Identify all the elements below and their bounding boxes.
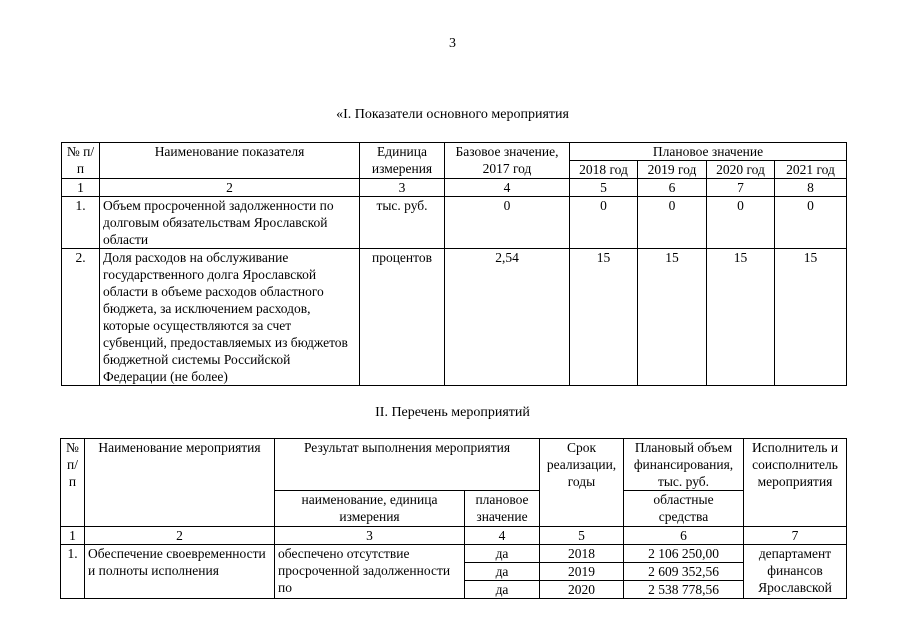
header-year: 2020 год — [707, 161, 775, 179]
index-cell: 3 — [275, 527, 465, 545]
row-term: 2019 — [540, 563, 624, 581]
row-indicator-name: Доля расходов на обслуживание государственного долга Ярославской области в объеме расходов областного бюджета, за исключением расходов, которые осуществляются за счет субвенций, предоставляемых из бюджетов бюджетной системы Российской Федерации (не более) — [100, 249, 360, 386]
index-cell: 3 — [360, 179, 445, 197]
header-executor: Исполнитель и соисполнитель мероприятия — [744, 439, 847, 527]
header-result: Результат выполнения мероприятия — [275, 439, 540, 491]
index-cell: 7 — [744, 527, 847, 545]
index-cell: 1 — [62, 179, 100, 197]
header-base-value: Базовое значение, 2017 год — [445, 143, 570, 179]
activities-table — [60, 438, 847, 599]
index-cell: 8 — [775, 179, 847, 197]
row-base-value: 0 — [445, 197, 570, 249]
row-base-value: 2,54 — [445, 249, 570, 386]
row-result-plan: да — [465, 563, 540, 581]
header-year: 2019 год — [638, 161, 707, 179]
table-row — [62, 197, 847, 249]
header-volume: Плановый объем финансирования, тыс. руб. — [624, 439, 744, 491]
header-year: 2021 год — [775, 161, 847, 179]
index-cell: 4 — [445, 179, 570, 197]
header-year: 2018 год — [570, 161, 638, 179]
row-indicator-name: Объем просроченной задолженности по долговым обязательствам Ярославской области — [100, 197, 360, 249]
header-result-name: наименование, единица измерения — [275, 491, 465, 527]
row-value: 0 — [638, 197, 707, 249]
header-num: № п/п — [62, 143, 100, 179]
header-planned-value: Плановое значение — [570, 143, 847, 161]
row-result-plan: да — [465, 581, 540, 599]
row-value: 0 — [707, 197, 775, 249]
row-num: 1. — [62, 197, 100, 249]
row-value: 0 — [775, 197, 847, 249]
index-cell: 2 — [100, 179, 360, 197]
row-value: 15 — [638, 249, 707, 386]
row-executor: департамент финансов Ярославской — [744, 545, 847, 599]
table-row — [62, 249, 847, 386]
row-term: 2020 — [540, 581, 624, 599]
row-num: 1. — [61, 545, 85, 599]
row-value: 0 — [570, 197, 638, 249]
row-value: 15 — [775, 249, 847, 386]
row-unit: процентов — [360, 249, 445, 386]
table-row — [61, 545, 847, 563]
row-activity-name: Обеспечение своевременности и полноты исполнения — [85, 545, 275, 599]
index-cell: 4 — [465, 527, 540, 545]
row-result-plan: да — [465, 545, 540, 563]
row-amount: 2 538 778,56 — [624, 581, 744, 599]
header-indicator-name: Наименование показателя — [100, 143, 360, 179]
row-result-name: обеспечено отсутствие просроченной задолженности по — [275, 545, 465, 599]
index-cell: 6 — [624, 527, 744, 545]
header-result-plan: плановое значение — [465, 491, 540, 527]
row-unit: тыс. руб. — [360, 197, 445, 249]
index-cell: 5 — [540, 527, 624, 545]
header-volume-source: областные средства — [624, 491, 744, 527]
index-cell: 7 — [707, 179, 775, 197]
row-amount: 2 106 250,00 — [624, 545, 744, 563]
index-cell: 1 — [61, 527, 85, 545]
row-value: 15 — [707, 249, 775, 386]
row-num: 2. — [62, 249, 100, 386]
indicators-table — [61, 142, 847, 386]
index-cell: 5 — [570, 179, 638, 197]
header-activity-name: Наименование мероприятия — [85, 439, 275, 527]
section-1-heading: «I. Показатели основного мероприятия — [336, 107, 569, 122]
page-number: 3 — [449, 36, 456, 51]
index-cell: 6 — [638, 179, 707, 197]
index-cell: 2 — [85, 527, 275, 545]
section-2-heading: II. Перечень мероприятий — [375, 405, 530, 420]
row-value: 15 — [570, 249, 638, 386]
header-unit: Единица измерения — [360, 143, 445, 179]
header-num: № п/п — [61, 439, 85, 527]
row-amount: 2 609 352,56 — [624, 563, 744, 581]
row-term: 2018 — [540, 545, 624, 563]
header-term: Срок реализации, годы — [540, 439, 624, 527]
